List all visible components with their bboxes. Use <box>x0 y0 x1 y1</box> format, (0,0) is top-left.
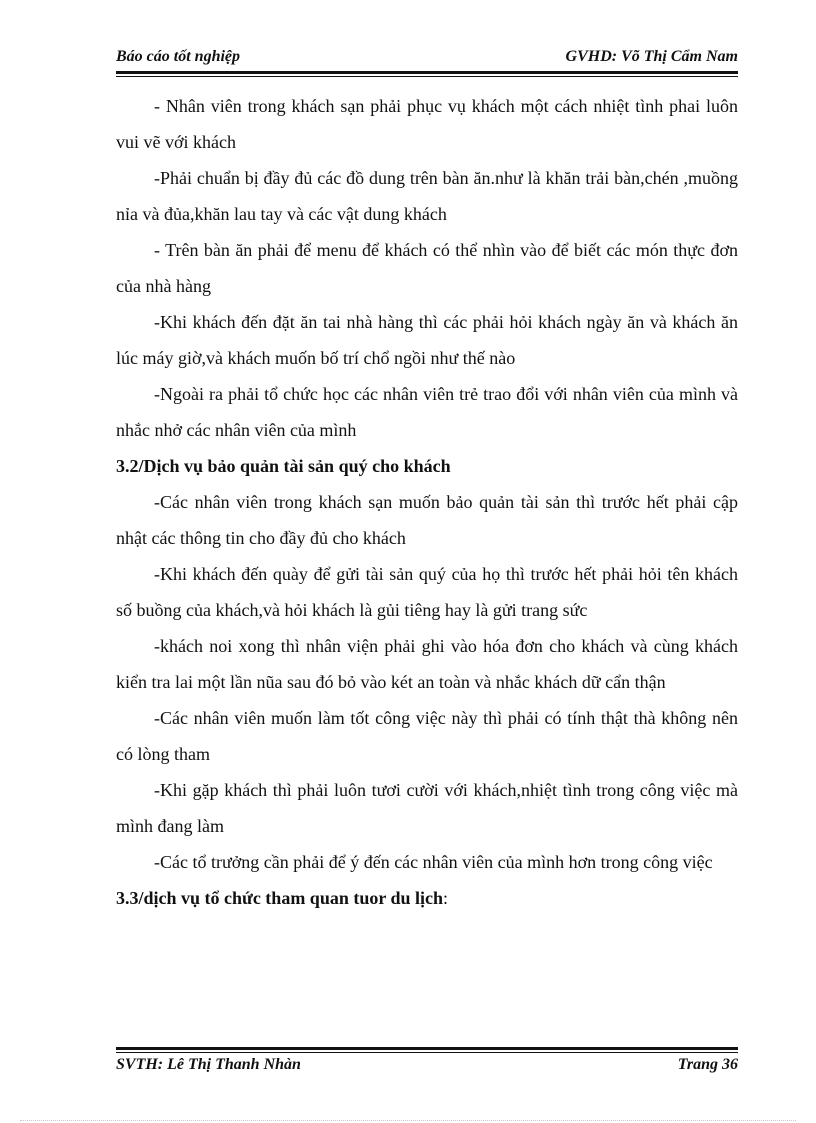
section-heading-3-2: 3.2/Dịch vụ bảo quản tài sản quý cho khách <box>116 456 451 476</box>
section-heading-3-3: 3.3/dịch vụ tổ chức tham quan tuor du lịch: <box>116 888 449 908</box>
paragraph: - Trên bàn ăn phải để menu để khách có thể nhìn vào để biết các món thực đơn của nhà hàng <box>116 240 738 296</box>
paragraph: -Các tổ trưởng cần phải để ý đến các nhân viên của mình hơn trong công việc <box>154 852 713 872</box>
header-rule-thin <box>116 76 738 77</box>
header-rule-thick <box>116 71 738 74</box>
footer-student: SVTH: Lê Thị Thanh Nhàn <box>116 1056 301 1073</box>
paragraph: -Ngoài ra phải tổ chức học các nhân viên trẻ trao đổi với nhân viên của mình và nhắc nhở các nhân viên của mình <box>116 384 738 440</box>
paragraph: -Khi khách đến đặt ăn tai nhà hàng thì các phải hỏi khách ngày ăn và khách ăn lúc máy giờ,và khách muốn bố trí chổ ngồi như thế nào <box>116 312 738 368</box>
paragraph: -Khi gặp khách thì phải luôn tươi cười với khách,nhiệt tình trong công việc mà mình đang làm <box>116 780 738 836</box>
paragraph: -khách noi xong thì nhân viện phải ghi vào hóa đơn cho khách và cùng khách kiển tra lai một lần nũa sau đó bỏ vào két an toàn và nhắc khách dữ cẩn thận <box>116 636 738 692</box>
footer-rule-thin <box>116 1052 738 1053</box>
paragraph: -Phải chuẩn bị đầy đủ các đồ dung trên bàn ăn.như là khăn trải bàn,chén ,muồng nỉa và đủa,khăn lau tay và các vật dung khách <box>116 168 738 224</box>
page-edge-divider <box>20 1120 796 1121</box>
paragraph: -Các nhân viên trong khách sạn muốn bảo quản tài sản thì trước hết phải cập nhật các thông tin cho đầy đủ cho khách <box>116 492 738 548</box>
footer-rule-thick <box>116 1047 738 1050</box>
paragraph: -Các nhân viên muốn làm tốt công việc này thì phải có tính thật thà không nên có lòng tham <box>116 708 738 764</box>
page-body <box>116 88 738 916</box>
header-report-title: Báo cáo tốt nghiệp <box>116 48 241 65</box>
header-advisor: GVHD: Võ Thị Cẩm Nam <box>565 48 738 65</box>
page-footer <box>116 1056 738 1074</box>
paragraph: - Nhân viên trong khách sạn phải phục vụ khách một cách nhiệt tình phai luôn vui vẽ với khách <box>116 96 738 152</box>
page-header <box>116 48 738 66</box>
paragraph: -Khi khách đến quày để gửi tài sản quý của họ thì trước hết phải hỏi tên khách số buồng của khách,và hỏi khách là gủi tiêng hay là gửi trang sức <box>116 564 738 620</box>
footer-page-number: Trang 36 <box>677 1056 738 1073</box>
